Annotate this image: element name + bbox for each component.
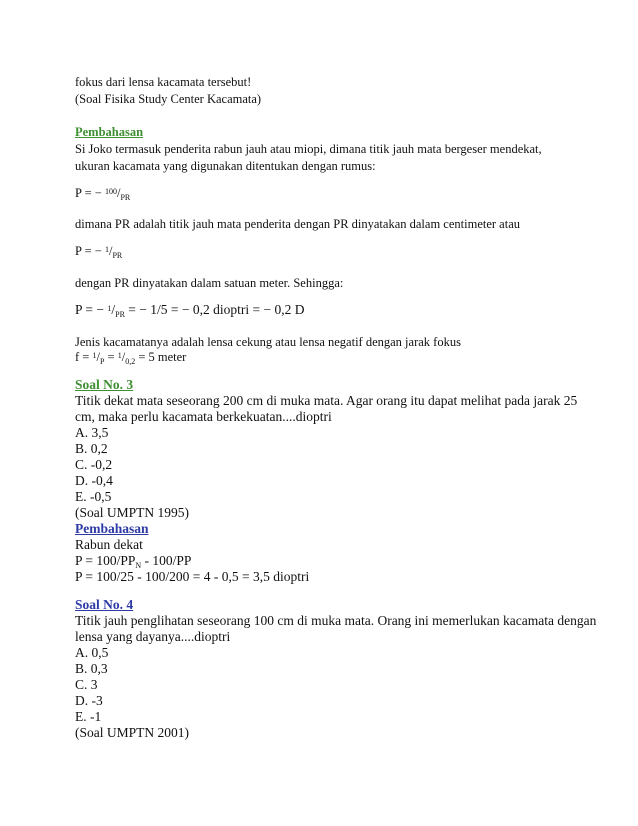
formula-2-denominator: PR [112, 251, 123, 260]
pembahasan-3-formula-a: P = 100/PP [75, 553, 136, 568]
explanation-line-3: dimana PR adalah titik jauh mata penderita dengan PR dinyatakan dalam centimeter atau [75, 217, 520, 231]
formula-3 [75, 302, 304, 318]
pembahasan-heading-1: Pembahasan [75, 125, 144, 139]
formula-3-slash: / [111, 302, 116, 317]
formula-1-numerator: 100 [104, 187, 117, 196]
pembahasan-3-line-1: Rabun dekat [75, 537, 143, 552]
pembahasan-3-formula-sub: N [135, 561, 142, 570]
formula-4-result: = 5 meter [135, 350, 187, 364]
formula-3-result: = − 1/5 = − 0,2 dioptri = − 0,2 D [124, 302, 305, 317]
formula-3-text: P = − [75, 302, 108, 317]
pembahasan-3-formula-b: - 100/PP [141, 553, 192, 568]
explanation-line-1: Si Joko termasuk penderita rabun jauh atau miopi, dimana titik jauh mata bergeser mendekat, [75, 142, 542, 156]
pembahasan-heading-2: Pembahasan [75, 521, 149, 536]
soal-3-option-a: A. 3,5 [75, 425, 109, 440]
formula-2-numerator: 1 [104, 245, 109, 254]
intro-source: (Soal Fisika Study Center Kacamata) [75, 92, 262, 106]
formula-1-text: P = − [75, 186, 105, 200]
formula-4-slash-1: / [96, 350, 100, 364]
formula-2-slash: / [108, 244, 113, 258]
soal-4-heading: Soal No. 4 [75, 597, 134, 612]
soal-3-option-d: D. -0,4 [75, 473, 113, 488]
soal-3-heading: Soal No. 3 [75, 377, 134, 392]
formula-3-denominator: PR [115, 310, 125, 319]
formula-4-numerator-1: 1 [92, 351, 97, 360]
soal-3-option-b: B. 0,2 [75, 441, 108, 456]
formula-3-numerator: 1 [107, 304, 112, 313]
formula-4-denominator-2: 0,2 [125, 357, 136, 366]
soal-3-option-c: C. -0,2 [75, 457, 113, 472]
explanation-line-4: dengan PR dinyatakan dalam satuan meter. Sehingga: [75, 276, 344, 290]
soal-3-question-line-2: cm, maka perlu kacamata berkekuatan....dioptri [75, 409, 332, 424]
soal-4-option-d: D. -3 [75, 693, 103, 708]
soal-4-option-b: B. 0,3 [75, 661, 108, 676]
pembahasan-3-formula [75, 553, 191, 569]
soal-3-source: (Soal UMPTN 1995) [75, 505, 189, 520]
soal-4-option-a: A. 0,5 [75, 645, 109, 660]
formula-4-denominator-1: P [99, 357, 105, 366]
formula-2-text: P = − [75, 244, 105, 258]
formula-4-text: f = [75, 350, 93, 364]
soal-4-question-line-1: Titik jauh penglihatan seseorang 100 cm di muka mata. Orang ini memerlukan kacamata dengan [75, 613, 597, 628]
soal-4-source: (Soal UMPTN 2001) [75, 725, 189, 740]
formula-4-numerator-2: 1 [117, 351, 122, 360]
pembahasan-3-result: P = 100/25 - 100/200 = 4 - 0,5 = 3,5 dioptri [75, 569, 310, 584]
formula-2 [75, 243, 122, 259]
formula-4-slash-2: / [121, 350, 126, 364]
formula-1-denominator: PR [120, 193, 131, 202]
formula-1-slash: / [116, 186, 121, 200]
soal-4-option-c: C. 3 [75, 677, 98, 692]
formula-1 [75, 185, 130, 201]
explanation-line-2: ukuran kacamata yang digunakan ditentukan dengan rumus: [75, 159, 376, 173]
intro-line-1: fokus dari lensa kacamata tersebut! [75, 75, 252, 89]
soal-3-option-e: E. -0,5 [75, 489, 112, 504]
formula-4 [75, 349, 186, 365]
soal-4-question-line-2: lensa yang dayanya....dioptri [75, 629, 231, 644]
formula-4-equals: = [104, 350, 118, 364]
soal-4-option-e: E. -1 [75, 709, 102, 724]
explanation-line-5: Jenis kacamatanya adalah lensa cekung atau lensa negatif dengan jarak fokus [75, 335, 461, 349]
soal-3-question-line-1: Titik dekat mata seseorang 200 cm di muka mata. Agar orang itu dapat melihat pada jarak 25 [75, 393, 578, 408]
